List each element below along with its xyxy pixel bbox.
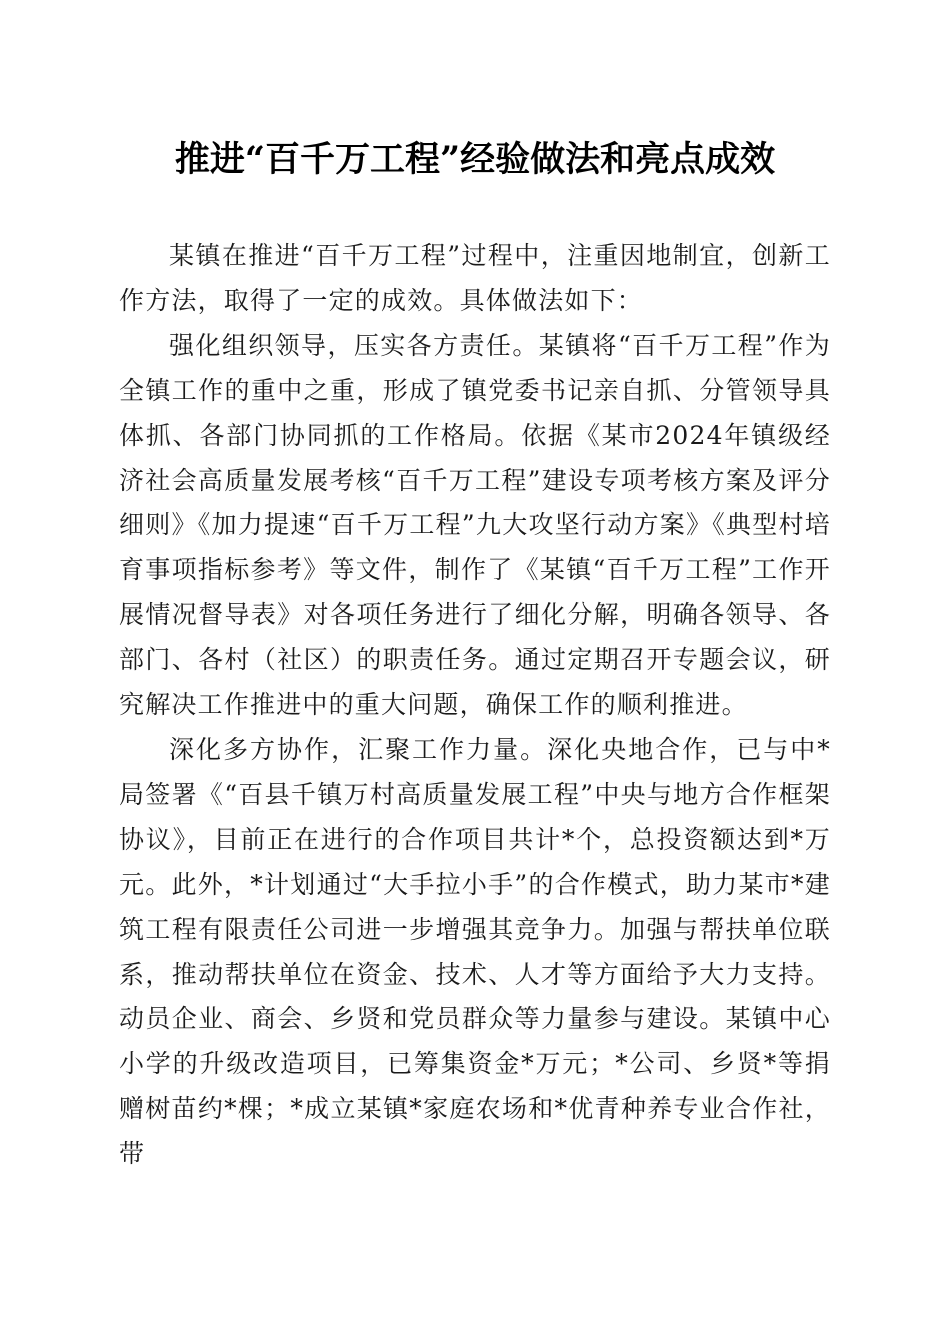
document-body — [119, 234, 831, 1177]
paragraph-cooperation: 深化多方协作，汇聚工作力量。深化央地合作，已与中*局签署《“百县千镇万村高质量发展工程”中央与地方合作框架协议》，目前正在进行的合作项目共计*个，总投资额达到*万元。此外，*计划通过“大手拉小手”的合作模式，助力某市*建筑工程有限责任公司进一步增强其竞争力。加强与帮扶单位联系，推动帮扶单位在资金、技术、人才等方面给予大力支持。动员企业、商会、乡贤和党员群众等力量参与建设。某镇中心小学的升级改造项目，已筹集资金*万元；*公司、乡贤*等捐赠树苗约*棵；*成立某镇*家庭农场和*优青种养专业合作社，带 — [119, 734, 831, 1169]
paragraph-intro: 某镇在推进“百千万工程”过程中，注重因地制宜，创新工作方法，取得了一定的成效。具体做法如下： — [119, 241, 831, 315]
paragraph-organization: 强化组织领导，压实各方责任。某镇将“百千万工程”作为全镇工作的重中之重，形成了镇党委书记亲自抓、分管领导具体抓、各部门协同抓的工作格局。依据《某市2024年镇级经济社会高质量发展考核“百千万工程”建设专项考核方案及评分细则》《加力提速“百千万工程”九大攻坚行动方案》《典型村培育事项指标参考》等文件，制作了《某镇“百千万工程”工作开展情况督导表》对各项任务进行了细化分解，明确各领导、各部门、各村（社区）的职责任务。通过定期召开专题会议，研究解决工作推进中的重大问题，确保工作的顺利推进。 — [119, 330, 831, 720]
document-title: 推进“百千万工程”经验做法和亮点成效 — [174, 139, 776, 180]
